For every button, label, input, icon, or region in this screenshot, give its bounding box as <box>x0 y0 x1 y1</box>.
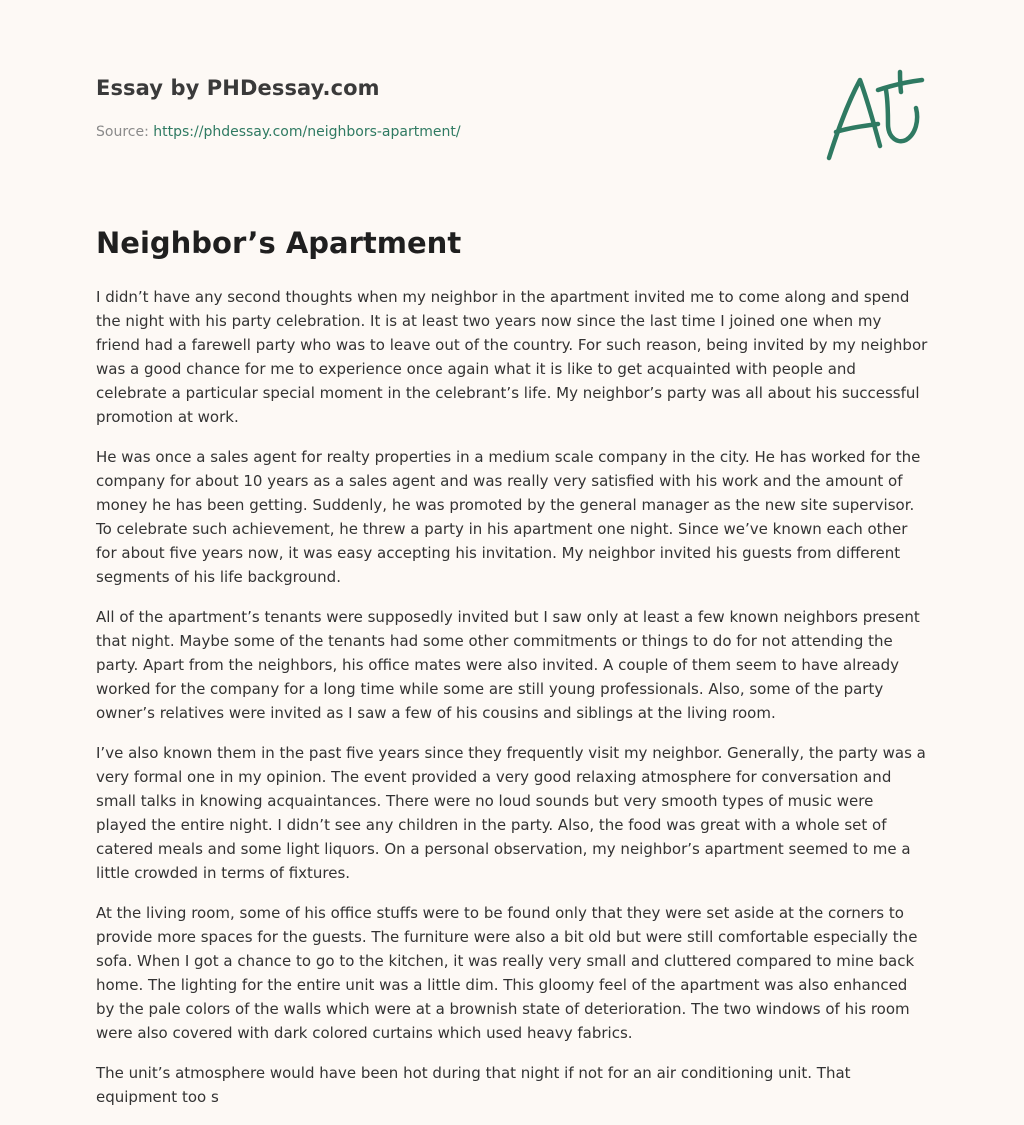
essay-paragraph: All of the apartment’s tenants were supposedly invited but I saw only at least a few known neighbors present that night. Maybe some of the tenants had some other commitments or things to do for not attending the party. Apart from the neighbors, his office mates were also invited. A couple of them seem to have already worked for the company for a long time while some are still young professionals. Also, some of the party owner’s relatives were invited as I saw a few of his cousins and siblings at the living room. <box>96 608 920 722</box>
essay-paragraph: I’ve also known them in the past five years since they frequently visit my neighbor. Generally, the party was a very formal one in my opinion. The event provided a very good relaxing atmosphere for conversation and small talks in knowing acquaintances. There were no loud sounds but very smooth types of music were played the entire night. I didn’t see any children in the party. Also, the food was great with a whole set of catered meals and some light liquors. On a personal observation, my neighbor’s apartment seemed to me a little crowded in terms of fixtures. <box>96 744 926 882</box>
source-line <box>96 124 461 140</box>
essay-paragraph: At the living room, some of his office stuffs were to be found only that they were set aside at the corners to provide more spaces for the guests. The furniture were also a bit old but were still comfortable especially the sofa. When I got a chance to go to the kitchen, it was really very small and cluttered compared to mine back home. The lighting for the entire unit was a little dim. This gloomy feel of the apartment was also enhanced by the pale colors of the walls which were at a brownish state of deterioration. The two windows of his room were also covered with dark colored curtains which used heavy fabrics. <box>96 904 918 1042</box>
essay-paragraph: He was once a sales agent for realty properties in a medium scale company in the city. He has worked for the company for about 10 years as a sales agent and was really very satisfied with his work and the amount of money he has been getting. Suddenly, he was promoted by the general manager as the new site supervisor. To celebrate such achievement, he threw a party in his apartment one night. Since we’ve known each other for about five years now, it was easy accepting his invitation. My neighbor invited his guests from different segments of his life background. <box>96 448 921 586</box>
a-plus-grade-icon <box>822 66 932 166</box>
essay-body <box>96 285 928 1125</box>
site-title: Essay by PHDessay.com <box>96 76 380 100</box>
source-link[interactable]: https://phdessay.com/neighbors-apartment/ <box>153 124 461 140</box>
source-label: Source: <box>96 124 149 140</box>
essay-title: Neighbor’s Apartment <box>96 226 462 260</box>
essay-paragraph: The unit’s atmosphere would have been hot during that night if not for an air conditioning unit. That equipment too s <box>96 1064 851 1106</box>
essay-paragraph: I didn’t have any second thoughts when my neighbor in the apartment invited me to come along and spend the night with his party celebration. It is at least two years now since the last time I joined one when my friend had a farewell party who was to leave out of the country. For such reason, being invited by my neighbor was a good chance for me to experience once again what it is like to get acquainted with people and celebrate a particular special moment in the celebrant’s life. My neighbor’s party was all about his successful promotion at work. <box>96 288 928 426</box>
